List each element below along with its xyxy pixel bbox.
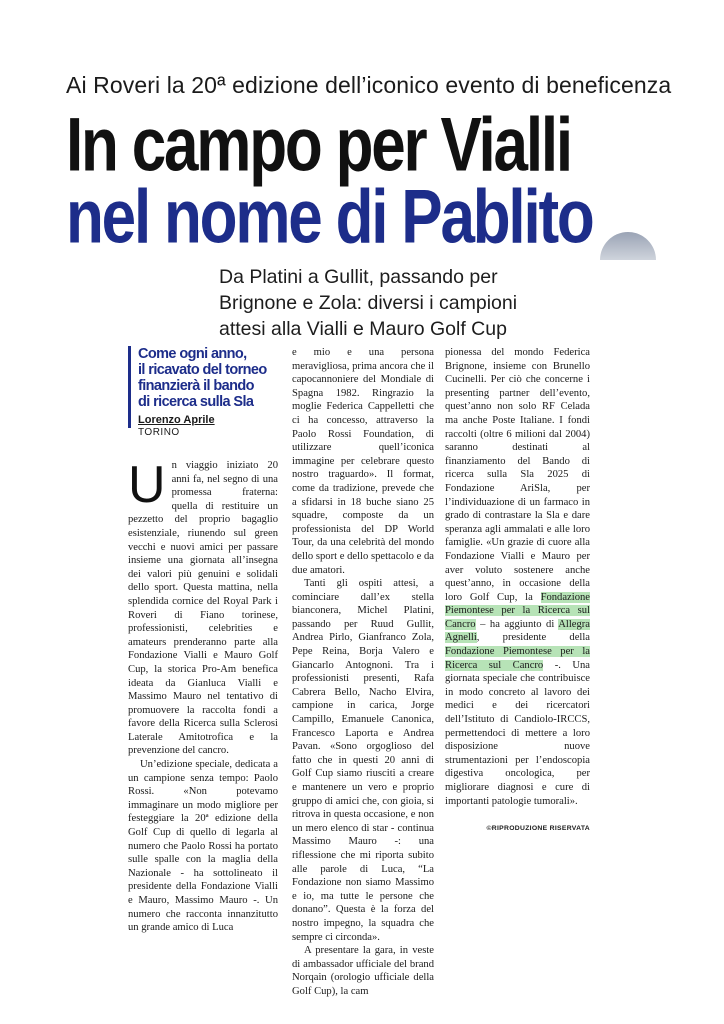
paragraph-text: pionessa del mondo Federica Brignone, insieme con Brunello Cucinelli. Per ciò che concerne i presenting partner dell’evento, quest’anno non solo RF Celada ma anche Poste Italiane. I fondi raccolti (oltre 6 milioni dal 2004) saranno destinati al finanziamento del Bando di ricerca sulla Sla 2025 di Fondazione AriSla, per l’individuazione di un farmaco in grado di contrastare la Sla e dare speranza agli ammalati e alle loro famiglie. «Un grazie di cuore alla Fondazione Vialli e Mauro per aver voluto sostenere anche quest’anno, in occasione della loro Golf Cup, la [445, 347, 590, 603]
copyright-notice: ©RIPRODUZIONE RISERVATA [486, 825, 590, 833]
headline-line-2: nel nome di Pablito [66, 175, 593, 260]
paragraph-text: n viaggio iniziato 20 anni fa, nel segno di una promessa fraterna: quella di restituire un pezzetto del proprio bagaglio esistenziale, riunendo sul green vecchi e nuovi amici per passare insieme una giornata all’insegna dei valori più genuini e solidali dello sport. Questa mattina, nella splendida cornice del Royal Park i Roveri di Fiano torinese, professionisti, celebrities e amateurs prenderanno parte alla Fondazione Vialli e Mauro Golf Cup, la storica Pro-Am benefica ideata da Gianluca Vialli e Massimo Mauro nel tentativo di promuovere la raccolta fondi a favore della Ricerca sulla Sclerosi Laterale Amitotrofica e la prevenzione del cancro. [128, 460, 278, 757]
article-column-2 [292, 346, 434, 999]
paragraph [445, 346, 590, 808]
dateline-place: TORINO [138, 427, 180, 438]
paragraph [128, 456, 278, 758]
deck-line: di ricerca sulla Sla [138, 394, 254, 410]
subhead-line: Brignone e Zola: diversi i campioni [219, 292, 518, 314]
deck [138, 346, 278, 410]
author-byline: Lorenzo Aprile [138, 414, 215, 426]
paragraph-text: -. Una giornata speciale che contribuisce in modo concreto al lavoro dei medici e dei ricercatori dell’Istituto di Candiolo-IRCCS, permettendoci di mettere a loro disposizione nuove strumentazioni per l’endoscopia digestiva oncologica, per migliorare diagnosi e cure di importanti patologie tumorali». [445, 659, 590, 807]
deck-line: il ricavato del torneo [138, 362, 267, 378]
headline-line-1: In campo per Vialli [66, 103, 571, 188]
subheadline [219, 264, 659, 342]
dropcap: U [128, 456, 166, 514]
kicker: Ai Roveri la 20ª edizione dell’iconico evento di beneficenza [66, 72, 672, 98]
subhead-line: Da Platini a Gullit, passando per [219, 266, 498, 288]
highlight-foundation: Fondazione Piemontese per la Ricerca sul Cancro [445, 646, 590, 671]
paragraph: A presentare la gara, in veste di ambassador ufficiale del brand Norqain (orologio ufficiale della Golf Cup), la cam [292, 945, 434, 997]
highlight-foundation: Fondazione Piemontese per la Ricerca sul Cancro [445, 591, 590, 630]
subhead-line: attesi alla Vialli e Mauro Golf Cup [219, 318, 507, 340]
paragraph-text: , presidente della [476, 632, 590, 644]
article-column-3 [445, 346, 590, 836]
paragraph: e mio e una persona meravigliosa, prima ancora che il capocannoniere del Mondiale di Spagna 1982. Ringrazio la moglie Federica Cappelletti che ci ha concesso, attraverso la Paolo Rossi Foundation, di utilizzare quell’iconica immagine per celebrare questo nostro traguardo». Il format, come da tradizione, prevede che a sfidarsi in 18 buche siano 25 squadre, composte da un professionista del DP World Tour, da una celebrità del mondo dello sport e dello spettacolo e da due amatori. [292, 347, 434, 576]
paragraph: Tanti gli ospiti attesi, a cominciare dall’ex stella bianconera, Michel Platini, passando per Ruud Gullit, Andrea Pirlo, Gianfranco Zola, Pepe Reina, Borja Valero e Giancarlo Antognoni. Tra i professionisti presenti, Rafa Cabrera Bello, Nacho Elvira, campione in carica, Jorge Campillo, Emanuele Canonica, Francesco Laporta e Andrea Pavan. «Sono orgoglioso del fatto che in questi 20 anni di Golf Cup siamo riusciti a creare e mantenere un vero e proprio gruppo di amici che, con gioia, si ritrova in questa occasione, e non un mero elenco di star - continua Massimo Mauro -: una riflessione che mi riporta subito alle parole di Luca, “La Fondazione non siamo Massimo e io, ma tutte le persone che donano”. Questa è la forza del nostro impegno, la squadra che sempre ci circonda». [292, 578, 434, 943]
paragraph-text: – ha aggiunto di [475, 618, 559, 630]
deck-line: finanzierà il bando [138, 378, 254, 394]
highlight-person: Allegra Agnelli [445, 618, 590, 644]
article-column-1 [128, 346, 278, 935]
paragraph: Un’edizione speciale, dedicata a un campione senza tempo: Paolo Rossi. «Non potevamo immaginare un modo migliore per festeggiare la 20ª edizione della Golf Cup di quello di legarla al numero che Paolo Rossi ha portato sulle spalle con la maglia della Nazionale - ha sottolineato il presidente della Fondazione Vialli e Mauro, Massimo Mauro -. Un numero che racconta innanzitutto un grande amico di Luca [128, 759, 278, 934]
deck-line: Come ogni anno, [138, 346, 247, 362]
